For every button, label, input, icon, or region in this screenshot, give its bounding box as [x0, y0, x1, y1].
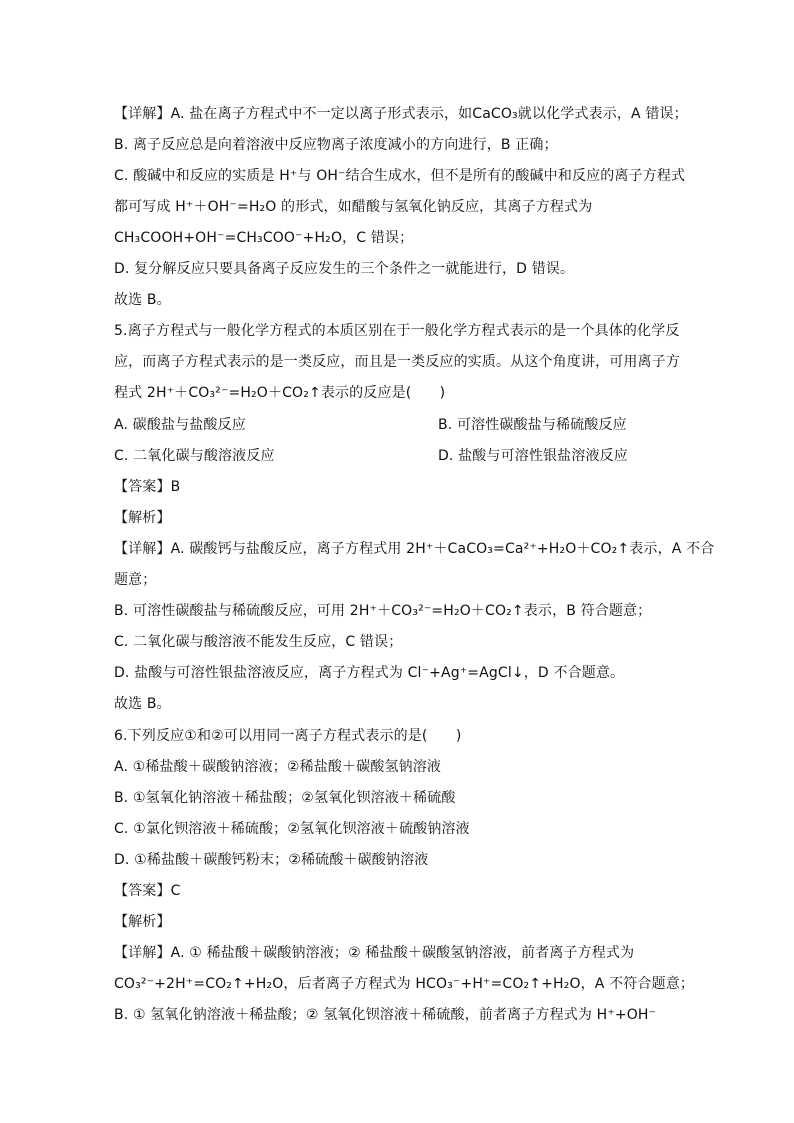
text-line: CO₃²⁻+2H⁺=CO₂↑+H₂O，后者离子方程式为 HCO₃⁻+H⁺=CO₂↑+H₂O，A 不符合题意； — [114, 976, 695, 992]
option-c: C. ①氯化钡溶液＋稀硫酸；②氢氧化钡溶液＋硫酸钠溶液 — [114, 821, 470, 837]
text-line: 【详解】A. 碳酸钙与盐酸反应，离子方程式用 2H⁺＋CaCO₃=Ca²⁺+H₂O＋CO₂↑表示，A 不合 — [114, 541, 715, 557]
text-line: C. 二氧化碳与酸溶液不能发生反应，C 错误； — [114, 634, 403, 650]
option-c: C. 二氧化碳与酸溶液反应 — [114, 448, 275, 464]
text-line: B. 离子反应总是向着溶液中反应物离子浓度减小的方向进行，B 正确； — [114, 137, 558, 153]
answer-label: 【答案】C — [114, 883, 181, 899]
text-line: B. ① 氢氧化钠溶液＋稀盐酸；② 氢氧化钡溶液＋稀硫酸，前者离子方程式为 H⁺+OH⁻ — [114, 1007, 657, 1023]
option-b: B. 可溶性碳酸盐与稀硫酸反应 — [438, 417, 627, 433]
option-a: A. 碳酸盐与盐酸反应 — [114, 417, 246, 433]
option-a: A. ①稀盐酸＋碳酸钠溶液；②稀盐酸＋碳酸氢钠溶液 — [114, 759, 442, 775]
text-line: 【详解】A. 盐在离子方程式中不一定以离子形式表示，如CaCO₃就以化学式表示，A 错误； — [114, 106, 688, 122]
text-line: CH₃COOH+OH⁻=CH₃COO⁻+H₂O，C 错误； — [114, 230, 414, 246]
question-5-text: 5.离子方程式与一般化学方程式的本质区别在于一般化学方程式表示的是一个具体的化学反 — [114, 323, 680, 339]
text-line: 题意； — [114, 572, 157, 588]
text-line: D. 复分解反应只要具备离子反应发生的三个条件之一就能进行，D 错误。 — [114, 261, 575, 277]
text-line: 都可写成 H⁺＋OH⁻=H₂O 的形式，如醋酸与氢氧化钠反应，其离子方程式为 — [114, 199, 593, 215]
analysis-label: 【解析】 — [114, 914, 171, 930]
question-5-text: 应，而离子方程式表示的是一类反应，而且是一类反应的实质。从这个角度讲，可用离子方 — [114, 354, 680, 370]
text-line: 故选 B。 — [114, 292, 171, 308]
option-d: D. 盐酸与可溶性银盐溶液反应 — [438, 448, 628, 464]
question-6-text: 6.下列反应①和②可以用同一离子方程式表示的是( ) — [114, 728, 462, 744]
text-line: 故选 B。 — [114, 696, 171, 712]
option-d: D. ①稀盐酸＋碳酸钙粉末；②稀硫酸＋碳酸钠溶液 — [114, 852, 429, 868]
option-b: B. ①氢氧化钠溶液＋稀盐酸；②氢氧化钡溶液＋稀硫酸 — [114, 790, 456, 806]
text-line: D. 盐酸与可溶性银盐溶液反应，离子方程式为 Cl⁻+Ag⁺=AgCl↓，D 不合题意。 — [114, 665, 625, 681]
question-5-text: 程式 2H⁺＋CO₃²⁻=H₂O＋CO₂↑表示的反应是( ) — [114, 385, 446, 401]
text-line: B. 可溶性碳酸盐与稀硫酸反应，可用 2H⁺＋CO₃²⁻=H₂O＋CO₂↑表示，B 符合题意； — [114, 603, 652, 619]
answer-label: 【答案】B — [114, 479, 181, 495]
text-line: 【详解】A. ① 稀盐酸＋碳酸钠溶液；② 稀盐酸＋碳酸氢钠溶液，前者离子方程式为 — [114, 945, 635, 961]
text-line: C. 酸碱中和反应的实质是 H⁺与 OH⁻结合生成水，但不是所有的酸碱中和反应的离子方程式 — [114, 168, 686, 184]
analysis-label: 【解析】 — [114, 510, 171, 526]
